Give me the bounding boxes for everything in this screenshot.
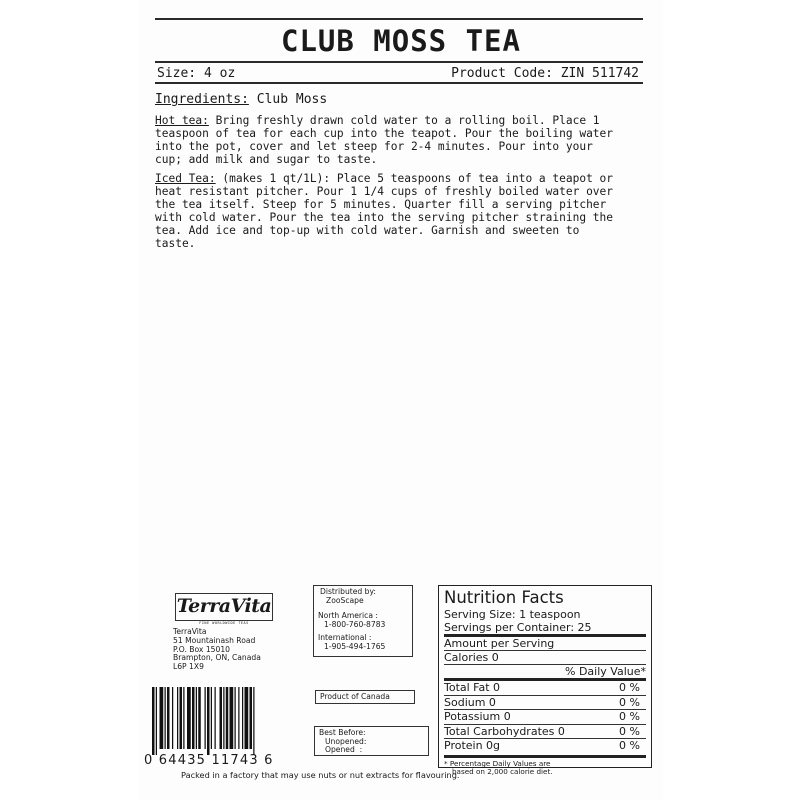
barcode-bar bbox=[165, 687, 166, 749]
hot-tea-line: teaspoon of tea for each cup into the teapot. Pour the boiling water bbox=[155, 127, 614, 140]
barcode-digits: 0 64435 11743 6 bbox=[144, 753, 274, 768]
barcode-bar bbox=[207, 687, 210, 755]
distributor-heading: Distributed by: bbox=[320, 587, 376, 596]
hot-tea-line: cup; add milk and sugar to taste. bbox=[155, 153, 378, 166]
company-address: TerraVita 51 Mountainash Road P.O. Box 15010 Brampton, ON, Canada L6P 1X9 bbox=[173, 627, 261, 672]
terravita-logo: TerraVita bbox=[175, 593, 273, 621]
na-phone: 1-800-760-8783 bbox=[324, 619, 386, 629]
barcode-bar bbox=[192, 687, 195, 749]
origin-text: Product of Canada bbox=[320, 692, 390, 701]
barcode-bar bbox=[253, 687, 254, 755]
best-before-box bbox=[314, 726, 429, 756]
product-title: CLUB MOSS TEA bbox=[281, 24, 521, 58]
top-rule bbox=[155, 18, 643, 20]
barcode-bar bbox=[198, 687, 201, 749]
hot-tea-instructions bbox=[155, 114, 655, 166]
best-before-opened: Opened : bbox=[325, 745, 363, 755]
best-before-heading: Best Before: bbox=[319, 728, 366, 737]
iced-tea-line: with cold water. Pour the tea into the serving pitcher straining the bbox=[155, 211, 614, 224]
ingredients-value: Club Moss bbox=[256, 92, 328, 107]
barcode-bar bbox=[245, 687, 249, 749]
size-text: Size: 4 oz bbox=[157, 66, 236, 81]
hot-tea-line: into the pot, cover and let steep for 2-4 minutes. Pour into your bbox=[155, 140, 593, 153]
barcode-image bbox=[150, 687, 290, 755]
hot-tea-label: Hot tea: bbox=[155, 114, 209, 127]
barcode-bar bbox=[172, 687, 173, 749]
nutrient-row: Potassium 0 0 % bbox=[444, 709, 646, 724]
barcode-bar bbox=[177, 687, 178, 749]
barcode-bar bbox=[160, 687, 164, 749]
nutrition-footnote: * Percentage Daily Values are based on 2,000 calorie diet. bbox=[444, 755, 646, 776]
barcode-bar bbox=[215, 687, 216, 749]
origin-box bbox=[315, 690, 415, 704]
barcode-bar bbox=[211, 687, 212, 749]
calories: Calories 0 bbox=[444, 650, 646, 664]
barcode-bar bbox=[180, 687, 183, 749]
title-rule bbox=[155, 61, 643, 63]
hot-tea-line: Hot tea: Bring freshly drawn cold water to a rolling boil. Place 1 bbox=[155, 114, 600, 127]
barcode-bar bbox=[167, 687, 170, 749]
iced-tea-line: Iced Tea: (makes 1 qt/1L): Place 5 teaspoons of tea into a teapot or bbox=[155, 172, 614, 185]
barcode-bar bbox=[152, 687, 155, 755]
barcode-bar bbox=[235, 687, 236, 749]
intl-label: International : bbox=[318, 633, 372, 643]
nutrition-facts-panel bbox=[438, 585, 652, 776]
barcode-bar bbox=[250, 687, 253, 749]
barcode-bar bbox=[187, 687, 191, 749]
serving-size: Serving Size: 1 teaspoon bbox=[444, 608, 581, 621]
nutrient-row: Total Carbohydrates 0 0 % bbox=[444, 724, 646, 739]
iced-tea-line: the tea itself. Steep for 5 minutes. Quarter fill a serving pitcher bbox=[155, 198, 607, 211]
barcode-bar bbox=[156, 687, 157, 755]
intl-phone: 1-905-494-1765 bbox=[324, 641, 386, 651]
iced-tea-line: heat resistant pitcher. Pour 1 1/4 cups of freshly boiled water over bbox=[155, 185, 614, 198]
barcode-bar bbox=[196, 687, 197, 749]
nutrient-row: Sodium 0 0 % bbox=[444, 695, 646, 710]
nutrient-row: Protein 0g 0 % bbox=[444, 738, 646, 753]
barcode-bar bbox=[242, 687, 243, 749]
ingredients-label: Ingredients: bbox=[155, 92, 249, 107]
meta-rule bbox=[155, 82, 643, 84]
barcode-bar bbox=[205, 687, 206, 749]
iced-tea-line: taste. bbox=[155, 237, 196, 250]
na-label: North America : bbox=[318, 611, 378, 621]
daily-value-header: % Daily Value* bbox=[444, 664, 646, 678]
servings-per-container: Servings per Container: 25 bbox=[444, 621, 592, 634]
best-before-unopened: Unopened: bbox=[325, 736, 367, 746]
ingredients-line bbox=[155, 92, 327, 107]
barcode-bar bbox=[183, 687, 184, 749]
barcode-bar bbox=[223, 687, 224, 749]
amount-per-serving: Amount per Serving bbox=[444, 634, 646, 650]
iced-tea-label: Iced Tea: bbox=[155, 172, 216, 185]
nutrition-title: Nutrition Facts bbox=[444, 588, 564, 607]
barcode-bar bbox=[238, 687, 239, 749]
product-code-text: Product Code: ZIN 511742 bbox=[451, 66, 639, 81]
barcode-bar bbox=[226, 687, 229, 749]
allergen-notice: Packed in a factory that may use nuts or nut extracts for flavouring. bbox=[181, 770, 460, 780]
iced-tea-instructions bbox=[155, 172, 655, 250]
barcode-bar bbox=[230, 687, 234, 749]
nutrient-row: Total Fat 0 0 % bbox=[444, 678, 646, 695]
distributor-box bbox=[313, 585, 413, 657]
barcode-bar bbox=[220, 687, 223, 749]
logo-tagline: FINE WORLDWIDE TEAS bbox=[199, 621, 249, 625]
product-label bbox=[139, 0, 663, 800]
distributor-name: ZooScape bbox=[326, 595, 364, 605]
iced-tea-line: tea. Add ice and top-up with cold water. Garnish and sweeten to bbox=[155, 224, 580, 237]
